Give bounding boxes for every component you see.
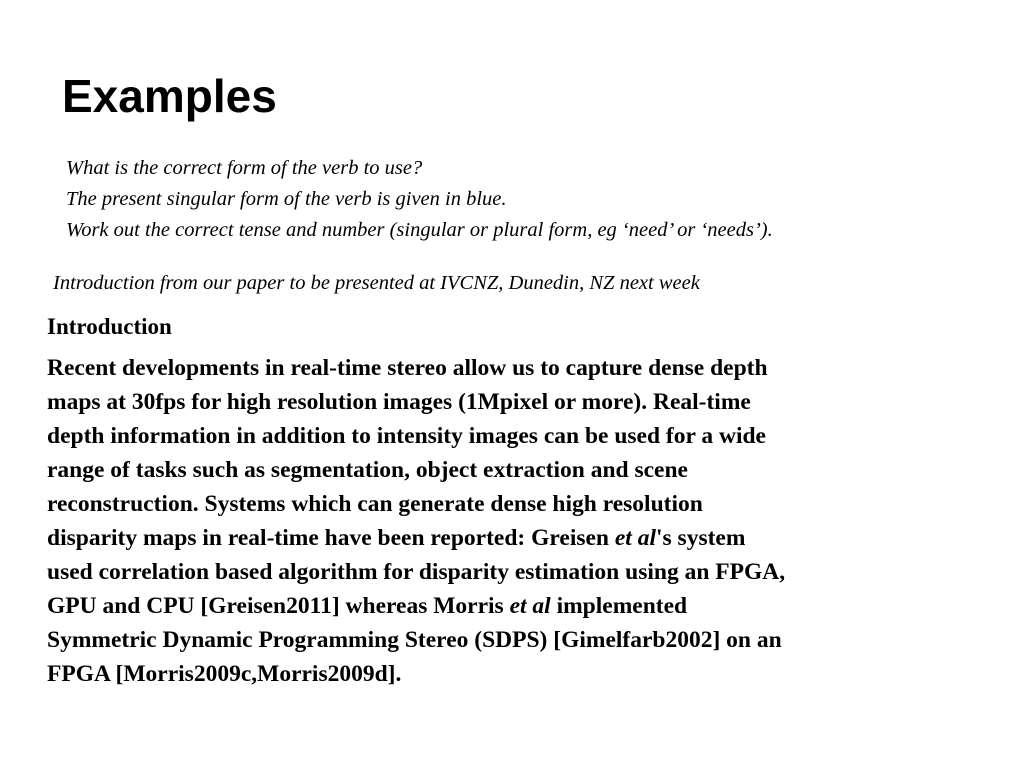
paragraph-line: FPGA [Morris2009c,Morris2009d]. [47, 661, 402, 687]
italic-citation: et al [509, 593, 551, 619]
paragraph-text: implemented [550, 593, 688, 619]
instructions [66, 153, 773, 246]
introduction-paragraph [47, 351, 1007, 691]
paragraph-line [47, 589, 1007, 623]
instruction-line-hint: The present singular form of the verb is given in blue. [66, 188, 507, 210]
paragraph-text: 's system [656, 525, 746, 551]
paragraph-line [47, 521, 1007, 555]
paragraph-line: reconstruction. Systems which can generate dense high resolution [47, 491, 703, 517]
slide-title: Examples [62, 70, 277, 122]
paragraph-text: disparity maps in real-time have been reported: Greisen [47, 525, 615, 551]
italic-citation: et al [614, 525, 656, 551]
paragraph-line: Symmetric Dynamic Programming Stereo (SDPS) [Gimelfarb2002] on an [47, 627, 782, 653]
intro-note: Introduction from our paper to be presented at IVCNZ, Dunedin, NZ next week [53, 272, 700, 294]
paragraph-line: Recent developments in real-time stereo allow us to capture dense depth [47, 355, 768, 381]
paragraph-text: GPU and CPU [Greisen2011] whereas Morris [47, 593, 510, 619]
instruction-line-question: What is the correct form of the verb to use? [66, 157, 423, 179]
paragraph-line: range of tasks such as segmentation, object extraction and scene [47, 457, 688, 483]
paragraph-line: maps at 30fps for high resolution images (1Mpixel or more). Real-time [47, 389, 751, 415]
section-heading: Introduction [47, 314, 172, 339]
instruction-line-task: Work out the correct tense and number (singular or plural form, eg ‘need’ or ‘needs’). [66, 219, 773, 241]
paragraph-line: used correlation based algorithm for disparity estimation using an FPGA, [47, 559, 786, 585]
paragraph-line: depth information in addition to intensity images can be used for a wide [47, 423, 766, 449]
